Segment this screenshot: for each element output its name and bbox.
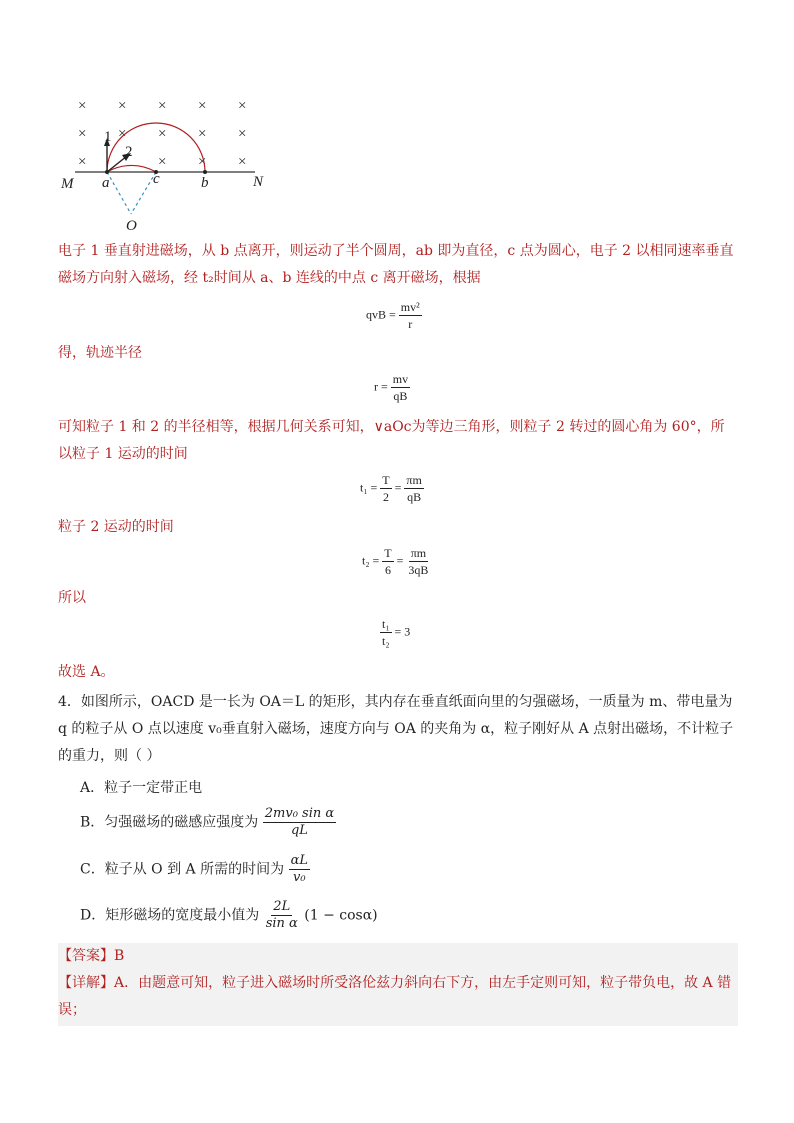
radius-Oa: [107, 172, 131, 214]
solution-paragraph-2: 得，轨迹半径: [58, 345, 142, 361]
point-b: [203, 170, 207, 174]
solution-paragraph-1: 电子 1 垂直射进磁场，从 b 点离开，则运动了半个圆周，ab 即为直径，c 点为圆心，电子 2 以相同速率垂直磁场方向射入磁场，经 t₂时间从 a、b 连线的中点 c 离开磁场，根据: [58, 243, 734, 286]
point-a: [105, 170, 109, 174]
detail-text: A．由题意可知，粒子进入磁场时所受洛伦兹力斜向右下方，由左手定则可知，粒子带负电，故 A 错误；: [58, 975, 732, 1018]
option-a: A．粒子一定带正电: [80, 780, 203, 796]
label-b: b: [201, 175, 209, 191]
field-cross: ×: [78, 98, 87, 114]
option-b: B．匀强磁场的磁感应强度为 $\frac{\text{2mv₀ sin α}}{qL}$: [80, 806, 335, 838]
solution-conclusion: 故选 A。: [58, 664, 115, 680]
option-c: C．粒子从 O 到 A 所需的时间为 $\frac{\alpha L}{\text{v₀}}$: [80, 853, 308, 885]
magnetic-field-diagram: [55, 90, 275, 235]
detail-label: 【详解】: [58, 975, 114, 991]
eq2-lhs: r =: [374, 379, 388, 394]
answer-label: 【答案】B: [58, 948, 125, 964]
label-M: M: [61, 176, 74, 192]
field-cross: ×: [238, 126, 247, 142]
question-4-stem: 4．如图所示，OACD 是一长为 OA＝L 的矩形，其内存在垂直纸面向里的匀强磁场，一质量为 m、带电量为 q 的粒子从 O 点以速度 v₀垂直射入磁场，速度方向与 OA 的夹角为 α，粒子刚好从 A 点射出磁场，不计粒子的重力，则（ ）: [58, 694, 734, 764]
label-N: N: [253, 174, 264, 190]
label-a: a: [102, 175, 110, 191]
field-cross: ×: [198, 154, 207, 170]
equation-t2: t₂ = $\frac{T}{6}$ = $\frac{\pi m}{3qB}$: [362, 546, 429, 577]
label-O: O: [126, 218, 137, 234]
field-cross: ×: [198, 98, 207, 114]
velocity-arrow-2: [107, 156, 127, 172]
eq1-lhs: qvB =: [366, 307, 396, 322]
field-cross: ×: [158, 98, 167, 114]
equation-lorentz: [366, 299, 422, 332]
field-cross: ×: [118, 98, 127, 114]
equation-t1: t₁ = $\frac{T}{2}$ = $\frac{\pi m}{qB}$: [360, 473, 422, 504]
field-cross: ×: [118, 126, 127, 142]
eq1-fraction: $\frac{\text{mv²}}{r}$: [400, 300, 420, 331]
eq2-fraction: $\frac{mv}{qB}$: [392, 372, 409, 403]
label-1: 1: [104, 129, 112, 145]
field-cross: ×: [78, 154, 87, 170]
field-cross: ×: [238, 154, 247, 170]
equation-ratio: $\frac{\text{t₁}}{\text{t₂}}$ = 3: [382, 617, 411, 648]
field-cross: ×: [238, 98, 247, 114]
field-cross: ×: [158, 126, 167, 142]
field-cross: ×: [198, 126, 207, 142]
option-d: D．矩形磁场的宽度最小值为 $\frac{2L}{\text{sin α}}$ (1 − cosα): [80, 899, 378, 931]
field-cross: ×: [158, 154, 167, 170]
answer-detail: [58, 970, 738, 1024]
field-cross: ×: [78, 126, 87, 142]
solution-paragraph-4: 粒子 2 运动的时间: [58, 519, 174, 535]
label-2: 2: [125, 144, 133, 160]
solution-paragraph-3: 可知粒子 1 和 2 的半径相等，根据几何关系可知，∨aOc为等边三角形，则粒子 2 转过的圆心角为 60°，所以粒子 1 运动的时间: [58, 419, 725, 462]
label-c: c: [153, 171, 160, 187]
solution-paragraph-5: 所以: [58, 590, 86, 606]
equation-radius: [374, 371, 410, 404]
